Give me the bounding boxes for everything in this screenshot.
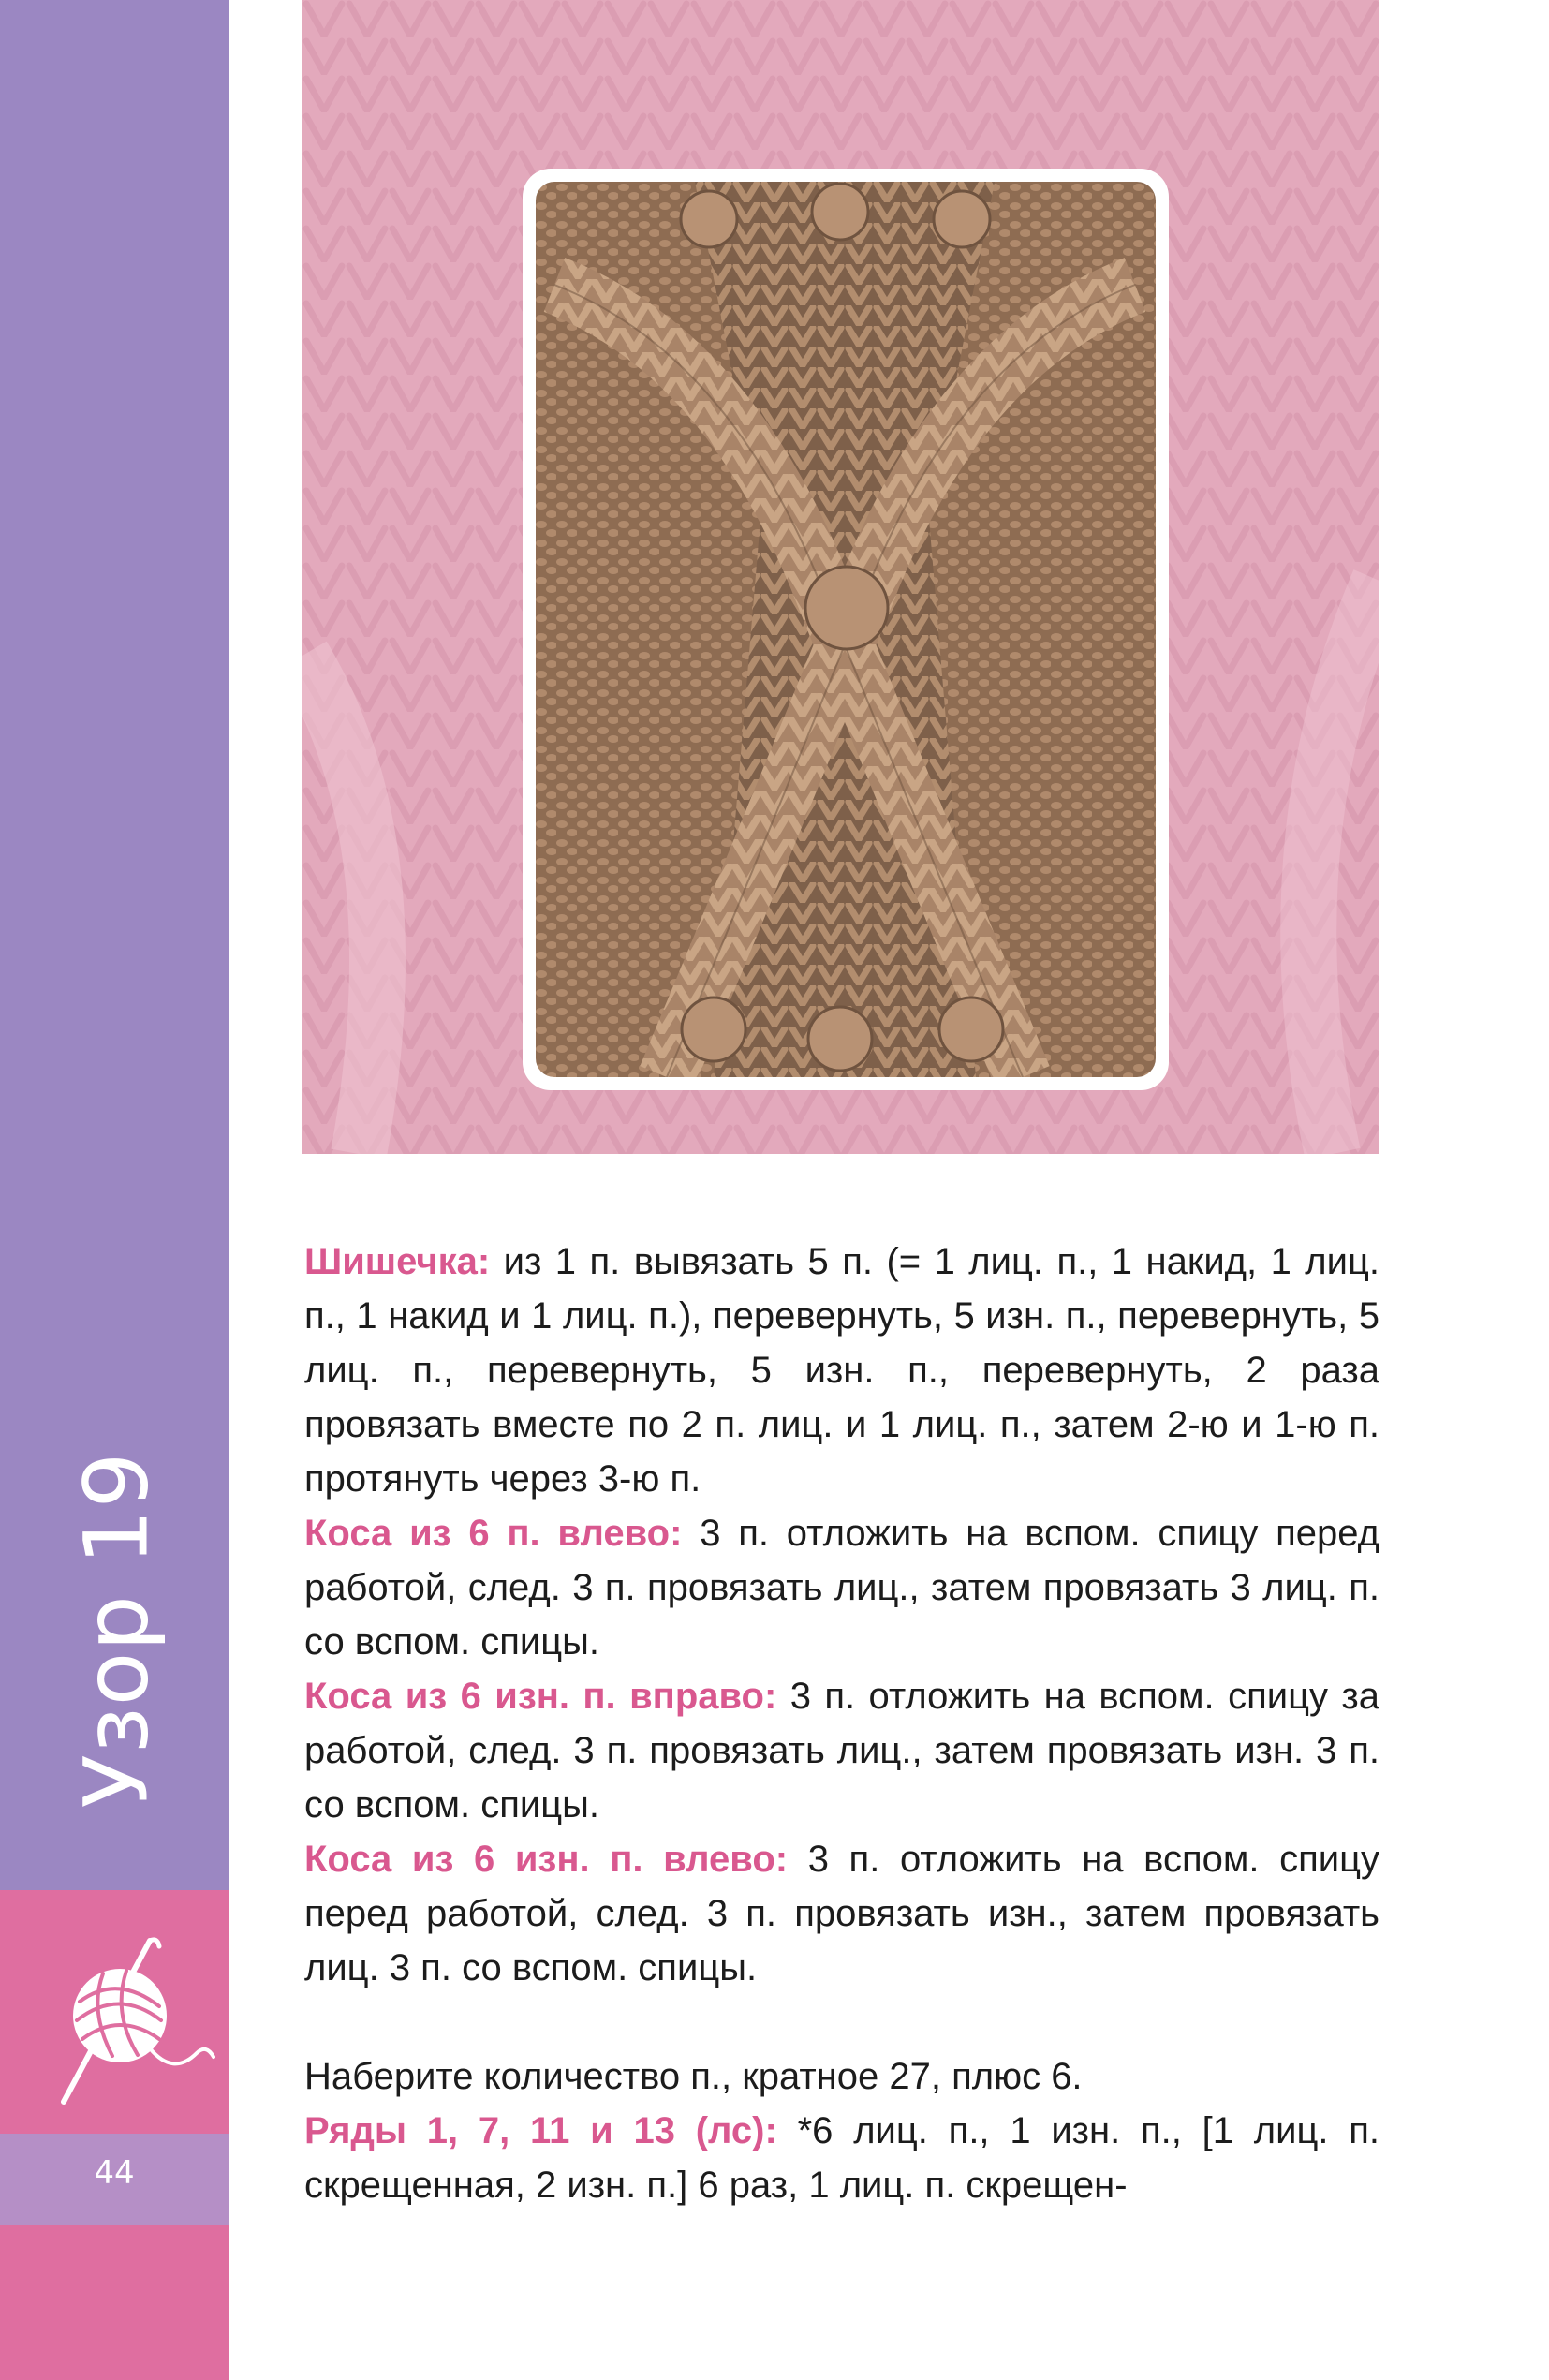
yarn-ball-with-hook-icon <box>37 1931 215 2119</box>
pattern-title: Узор 19 <box>66 1451 169 1809</box>
rows-term: Ряды 1, 7, 11 и 13 (лс): <box>304 2110 777 2151</box>
cable-purl-right-text: 3 п. отложить на вспом. спицу за работой, след. 3 п. провязать лиц., затем провязать изн. 3 п. со вспом. спицы. <box>304 1676 1379 1826</box>
cable-left-term: Коса из 6 п. влево: <box>304 1513 683 1554</box>
sidebar-bottom-band <box>0 2225 229 2380</box>
cable-purl-right-instruction <box>304 1669 1379 1832</box>
bobble-instruction <box>304 1234 1379 1506</box>
instructions <box>304 1234 1379 2212</box>
bobble-text: из 1 п. вывязать 5 п. (= 1 лиц. п., 1 накид, 1 лиц. п., 1 накид и 1 лиц. п.), перевернуть, 5 изн. п., перевернуть, 5 лиц. п., перевернуть, 5 изн. п., перевернуть, 2 раза провязать вместе по 2 п. лиц. и 1 лиц. п., затем 2-ю и 1-ю п. протянуть через 3-ю п. <box>304 1241 1379 1500</box>
cast-on-instruction: Наберите количество п., кратное 27, плюс 6. <box>304 2056 1083 2097</box>
cable-purl-left-instruction <box>304 1832 1379 1995</box>
knitted-swatch-photo <box>536 182 1156 1077</box>
knitted-swatch-image <box>536 182 1156 1077</box>
bobble-term: Шишечка: <box>304 1241 491 1282</box>
rows-instruction <box>304 2104 1379 2212</box>
cable-left-instruction <box>304 1506 1379 1669</box>
cable-purl-left-term: Коса из 6 изн. п. влево: <box>304 1839 789 1880</box>
cable-purl-left-text: 3 п. отложить на вспом. спицу перед работой, след. 3 п. провязать изн., затем провязать лиц. 3 п. со вспом. спицы. <box>304 1839 1379 1988</box>
sidebar <box>0 0 229 2380</box>
page-number: 44 <box>94 2154 135 2192</box>
rows-text: *6 лиц. п., 1 изн. п., [1 лиц. п. скрещенная, 2 изн. п.] 6 раз, 1 лиц. п. скрещен- <box>304 2110 1380 2206</box>
cable-purl-right-term: Коса из 6 изн. п. вправо: <box>304 1676 777 1717</box>
cable-left-text: 3 п. отложить на вспом. спицу перед работой, след. 3 п. провязать лиц., затем провязать 3 лиц. п. со вспом. спицы. <box>304 1513 1379 1663</box>
